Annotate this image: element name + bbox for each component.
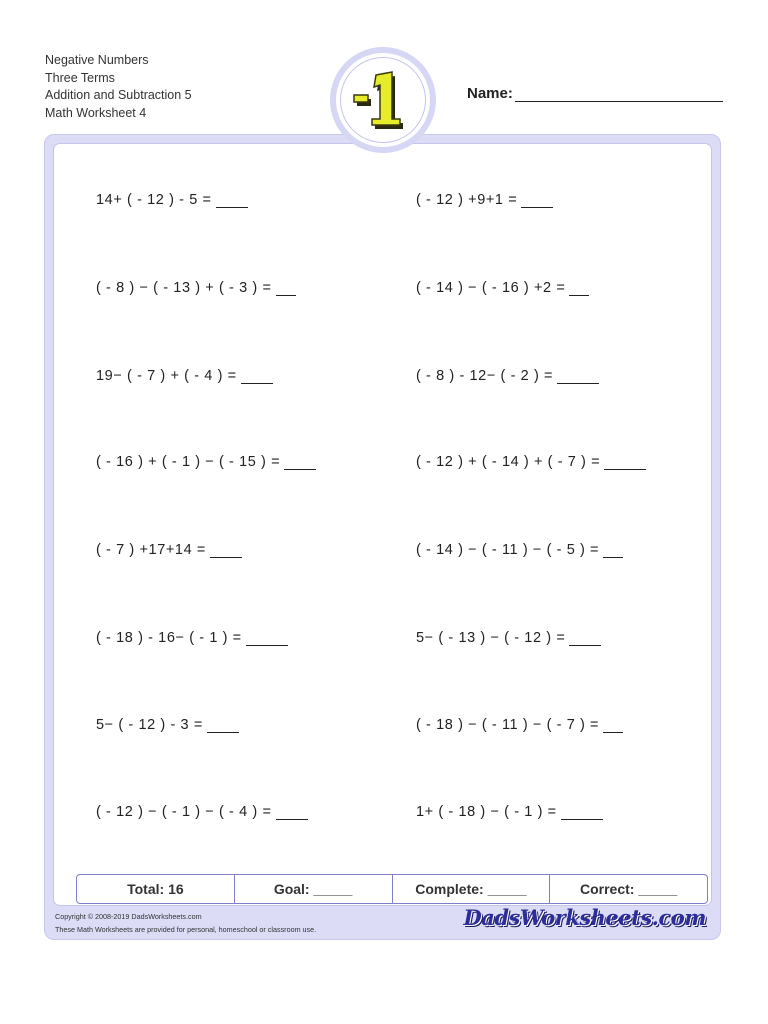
problem-area (53, 143, 712, 906)
answer-blank[interactable] (276, 805, 308, 820)
problem-13 (96, 717, 239, 733)
name-label: Name: (467, 85, 513, 102)
problem-12 (416, 630, 601, 646)
answer-blank[interactable] (246, 631, 288, 646)
usage-notice: These Math Worksheets are provided for personal, homeschool or classroom use. (55, 925, 317, 934)
answer-blank[interactable] (603, 718, 623, 733)
worksheet-title-block (45, 52, 192, 122)
problem-expression: ( - 18 ) - 16− ( - 1 ) = (96, 630, 242, 646)
problem-7 (96, 454, 316, 470)
correct-field[interactable]: Correct: _____ (579, 881, 678, 897)
problem-16 (416, 804, 603, 820)
problem-10 (416, 542, 623, 558)
answer-blank[interactable] (521, 193, 553, 208)
problem-8 (416, 454, 646, 470)
problem-expression: ( - 14 ) − ( - 16 ) +2 = (416, 280, 566, 296)
problem-14 (416, 717, 623, 733)
problem-expression: 1+ ( - 18 ) − ( - 1 ) = (416, 804, 557, 820)
answer-blank[interactable] (284, 455, 316, 470)
logo-badge (330, 47, 436, 153)
copyright-text: Copyright © 2008-2019 DadsWorksheets.com (55, 912, 202, 921)
answer-blank[interactable] (216, 193, 248, 208)
title-line-2: Three Terms (45, 70, 115, 85)
answer-blank[interactable] (241, 369, 273, 384)
problem-expression: ( - 8 ) − ( - 13 ) + ( - 3 ) = (96, 280, 272, 296)
complete-field[interactable]: Complete: _____ (393, 875, 551, 903)
answer-blank[interactable] (569, 631, 601, 646)
goal-field[interactable]: Goal: _____ (235, 875, 393, 903)
name-field[interactable] (467, 85, 723, 102)
problem-expression: 19− ( - 7 ) + ( - 4 ) = (96, 368, 237, 384)
title-line-1: Negative Numbers (45, 53, 149, 67)
problem-expression: ( - 14 ) − ( - 11 ) − ( - 5 ) = (416, 542, 600, 558)
negative-one-logo-icon (348, 69, 420, 131)
name-blank-line[interactable] (515, 86, 723, 102)
problem-6 (416, 368, 599, 384)
total-count: Total: 16 (77, 875, 235, 903)
problem-15 (96, 804, 308, 820)
problem-expression: ( - 12 ) + ( - 14 ) + ( - 7 ) = (416, 454, 601, 470)
problem-expression: ( - 12 ) − ( - 1 ) − ( - 4 ) = (96, 804, 272, 820)
copyright-block (55, 910, 316, 936)
problem-11 (96, 630, 288, 646)
answer-blank[interactable] (210, 543, 242, 558)
problem-5 (96, 368, 273, 384)
answer-blank[interactable] (604, 455, 646, 470)
problem-1 (96, 192, 248, 208)
problem-expression: ( - 12 ) +9+1 = (416, 192, 518, 208)
title-line-4: Math Worksheet 4 (45, 105, 147, 120)
title-line-3: Addition and Subtraction 5 (45, 88, 192, 102)
score-bar (76, 874, 708, 904)
answer-blank[interactable] (561, 805, 603, 820)
problem-3 (96, 280, 296, 296)
answer-blank[interactable] (207, 718, 239, 733)
problem-expression: ( - 16 ) + ( - 1 ) − ( - 15 ) = (96, 454, 281, 470)
problem-expression: ( - 18 ) − ( - 11 ) − ( - 7 ) = (416, 717, 600, 733)
problem-expression: ( - 8 ) - 12− ( - 2 ) = (416, 368, 554, 384)
problem-expression: 14+ ( - 12 ) - 5 = (96, 192, 212, 208)
problem-expression: ( - 7 ) +17+14 = (96, 542, 206, 558)
problem-9 (96, 542, 242, 558)
problem-expression: 5− ( - 13 ) − ( - 12 ) = (416, 630, 566, 646)
worksheet-frame (44, 134, 721, 940)
answer-blank[interactable] (276, 281, 296, 296)
problem-expression: 5− ( - 12 ) - 3 = (96, 717, 203, 733)
answer-blank[interactable] (603, 543, 623, 558)
answer-blank[interactable] (557, 369, 599, 384)
answer-blank[interactable] (569, 281, 589, 296)
problem-2 (416, 192, 553, 208)
problem-4 (416, 280, 589, 296)
dadsworksheets-logo: DadsWorksheets.com (463, 905, 706, 930)
